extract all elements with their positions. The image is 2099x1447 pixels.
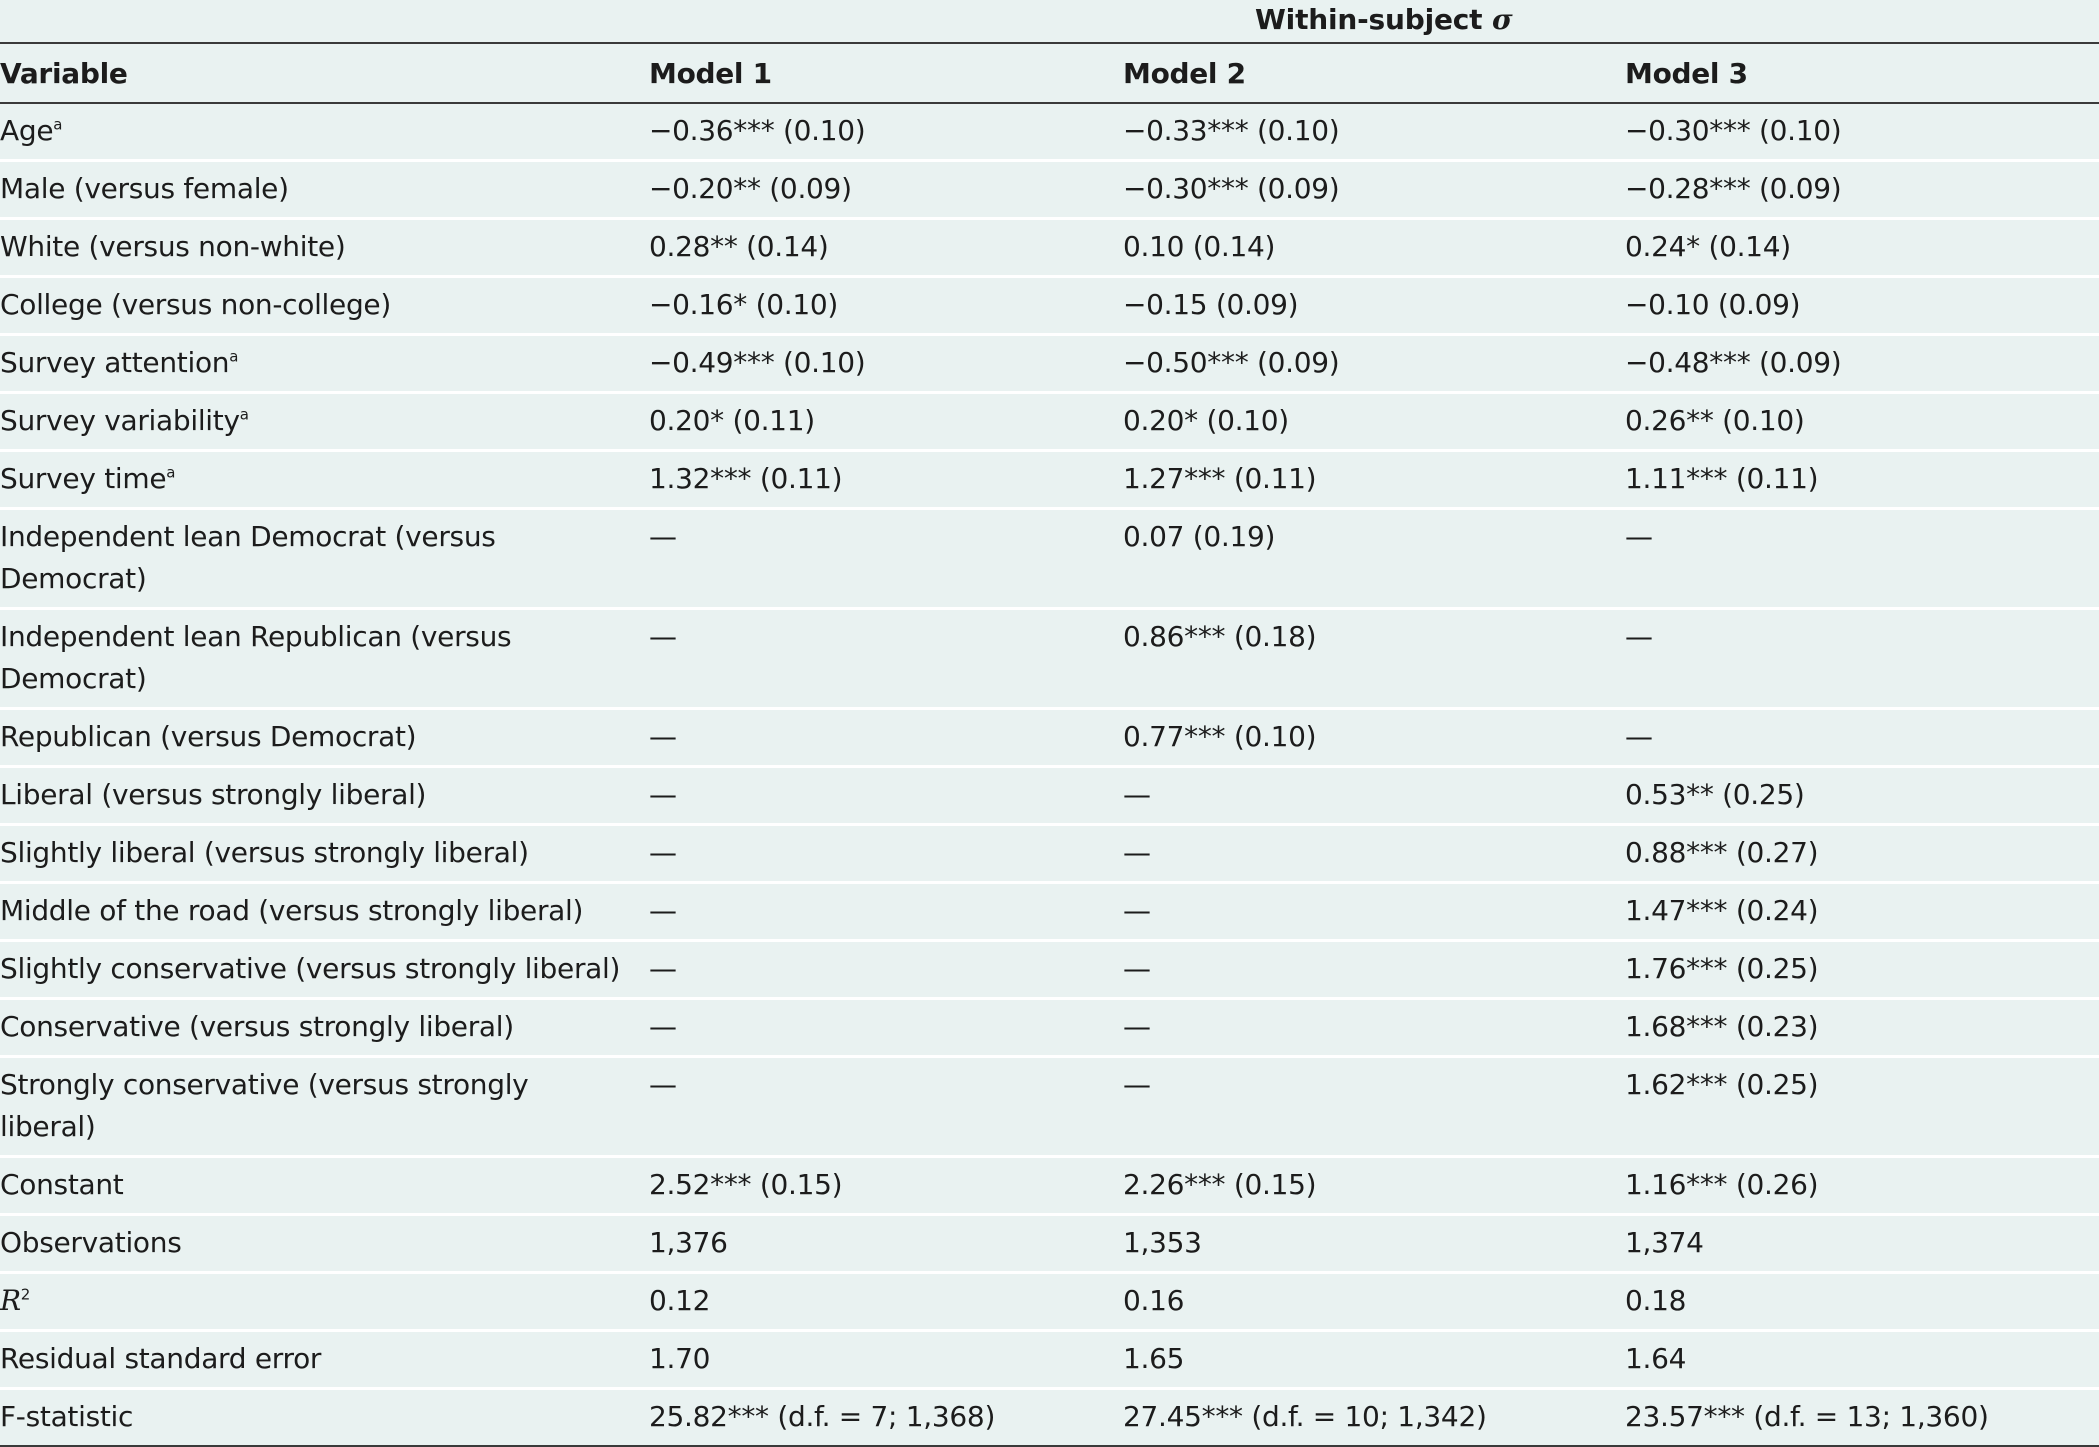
variable-cell (0, 509, 649, 609)
model-2-cell: 1,353 (1123, 1215, 1625, 1273)
footnote-marker: a (53, 115, 63, 134)
model-1-cell: 25.82*** (d.f. = 7; 1,368) (649, 1389, 1123, 1447)
model-1-cell: 0.28** (0.14) (649, 219, 1123, 277)
variable-cell (0, 941, 649, 999)
variable-cell (0, 1057, 649, 1157)
model-1-cell: — (649, 941, 1123, 999)
model-1-cell: — (649, 999, 1123, 1057)
model-1-cell: 1.32*** (0.11) (649, 451, 1123, 509)
model-1-cell: 0.12 (649, 1273, 1123, 1331)
model-2-cell: — (1123, 999, 1625, 1057)
model-1-cell: — (649, 709, 1123, 767)
column-header-model-3: Model 3 (1625, 44, 2099, 103)
table-row (0, 709, 2099, 767)
model-3-cell: −0.30*** (0.10) (1625, 103, 2099, 161)
table-row (0, 999, 2099, 1057)
variable-cell (0, 277, 649, 335)
model-2-cell: 0.07 (0.19) (1123, 509, 1625, 609)
variable-label: Age (0, 114, 54, 147)
variable-label: Conservative (versus strongly liberal) (0, 1010, 514, 1043)
variable-cell (0, 1389, 649, 1447)
model-2-cell: −0.15 (0.09) (1123, 277, 1625, 335)
model-3-cell: 1.64 (1625, 1331, 2099, 1389)
variable-label: Observations (0, 1226, 182, 1259)
footnote-marker: a (166, 463, 176, 482)
table-header-row (0, 44, 2099, 103)
variable-cell (0, 103, 649, 161)
model-2-cell: 0.86*** (0.18) (1123, 609, 1625, 709)
variable-cell (0, 1273, 649, 1331)
regression-table (0, 44, 2099, 1447)
model-1-cell: −0.49*** (0.10) (649, 335, 1123, 393)
table-row (0, 1057, 2099, 1157)
model-2-cell: 0.77*** (0.10) (1123, 709, 1625, 767)
table-row (0, 1331, 2099, 1389)
model-3-cell: 1.62*** (0.25) (1625, 1057, 2099, 1157)
table-row (0, 219, 2099, 277)
variable-cell (0, 161, 649, 219)
table-row (0, 451, 2099, 509)
model-2-cell: — (1123, 767, 1625, 825)
model-2-cell: 0.20* (0.10) (1123, 393, 1625, 451)
table-row (0, 825, 2099, 883)
table-row (0, 941, 2099, 999)
model-1-cell: −0.16* (0.10) (649, 277, 1123, 335)
variable-cell (0, 1157, 649, 1215)
variable-label: Slightly conservative (versus strongly liberal) (0, 952, 621, 985)
model-3-cell: 1.11*** (0.11) (1625, 451, 2099, 509)
variable-cell (0, 825, 649, 883)
model-3-cell: 1.68*** (0.23) (1625, 999, 2099, 1057)
model-1-cell: 2.52*** (0.15) (649, 1157, 1123, 1215)
model-2-cell: — (1123, 1057, 1625, 1157)
footnote-marker: a (229, 347, 239, 366)
variable-label: Constant (0, 1168, 124, 1201)
model-2-cell: — (1123, 883, 1625, 941)
table-row (0, 277, 2099, 335)
model-3-cell: 0.24* (0.14) (1625, 219, 2099, 277)
variable-label: Slightly liberal (versus strongly liberal) (0, 836, 529, 869)
table-row (0, 767, 2099, 825)
variable-cell (0, 767, 649, 825)
variable-cell (0, 1331, 649, 1389)
variable-label: College (versus non-college) (0, 288, 391, 321)
model-2-cell: 1.27*** (0.11) (1123, 451, 1625, 509)
variable-label: Middle of the road (versus strongly liberal) (0, 894, 584, 927)
table-row (0, 1157, 2099, 1215)
variable-label: Survey time (0, 462, 167, 495)
model-3-cell: 1.16*** (0.26) (1625, 1157, 2099, 1215)
variable-cell (0, 883, 649, 941)
model-1-cell: 1.70 (649, 1331, 1123, 1389)
model-3-cell: — (1625, 509, 2099, 609)
table-row (0, 161, 2099, 219)
variable-label: Residual standard error (0, 1342, 322, 1375)
column-group-header (1255, 0, 1512, 40)
model-3-cell: 0.18 (1625, 1273, 2099, 1331)
variable-cell (0, 609, 649, 709)
variable-label: Republican (versus Democrat) (0, 720, 417, 753)
table-row (0, 1389, 2099, 1447)
model-3-cell: 1.76*** (0.25) (1625, 941, 2099, 999)
footnote-marker: a (239, 405, 249, 424)
model-3-cell: −0.48*** (0.09) (1625, 335, 2099, 393)
model-1-cell: 0.20* (0.11) (649, 393, 1123, 451)
variable-label: Strongly conservative (versus strongly liberal) (0, 1068, 529, 1143)
model-2-cell: 27.45*** (d.f. = 10; 1,342) (1123, 1389, 1625, 1447)
variable-label: Male (versus female) (0, 172, 289, 205)
model-3-cell: — (1625, 609, 2099, 709)
variable-label: Independent lean Republican (versus Democrat) (0, 620, 512, 695)
footnote-marker: 2 (20, 1285, 31, 1304)
model-3-cell: −0.10 (0.09) (1625, 277, 2099, 335)
model-2-cell: 0.16 (1123, 1273, 1625, 1331)
model-3-cell: 1,374 (1625, 1215, 2099, 1273)
variable-cell (0, 335, 649, 393)
table-row (0, 509, 2099, 609)
sigma-symbol: σ (1491, 3, 1513, 36)
table-row (0, 103, 2099, 161)
variable-cell (0, 451, 649, 509)
model-1-cell: — (649, 767, 1123, 825)
model-1-cell: −0.20** (0.09) (649, 161, 1123, 219)
column-header-variable: Variable (0, 44, 649, 103)
model-2-cell: −0.33*** (0.10) (1123, 103, 1625, 161)
variable-cell (0, 219, 649, 277)
table-row (0, 335, 2099, 393)
table-row (0, 883, 2099, 941)
table-row (0, 609, 2099, 709)
variable-label: Survey attention (0, 346, 230, 379)
variable-cell (0, 999, 649, 1057)
table-body (0, 103, 2099, 1446)
table-row (0, 1273, 2099, 1331)
model-3-cell: 0.53** (0.25) (1625, 767, 2099, 825)
model-2-cell: −0.30*** (0.09) (1123, 161, 1625, 219)
model-3-cell: −0.28*** (0.09) (1625, 161, 2099, 219)
variable-cell (0, 393, 649, 451)
model-1-cell: — (649, 509, 1123, 609)
model-1-cell: −0.36*** (0.10) (649, 103, 1123, 161)
model-3-cell: 23.57*** (d.f. = 13; 1,360) (1625, 1389, 2099, 1447)
variable-label: F-statistic (0, 1400, 134, 1433)
model-1-cell: — (649, 883, 1123, 941)
model-2-cell: 1.65 (1123, 1331, 1625, 1389)
variable-cell (0, 1215, 649, 1273)
model-2-cell: 0.10 (0.14) (1123, 219, 1625, 277)
variable-label: Independent lean Democrat (versus Democrat) (0, 520, 496, 595)
model-2-cell: — (1123, 825, 1625, 883)
model-2-cell: 2.26*** (0.15) (1123, 1157, 1625, 1215)
model-1-cell: — (649, 1057, 1123, 1157)
variable-label: Liberal (versus strongly liberal) (0, 778, 427, 811)
column-header-model-1: Model 1 (649, 44, 1123, 103)
model-3-cell: 0.26** (0.10) (1625, 393, 2099, 451)
column-header-model-2: Model 2 (1123, 44, 1625, 103)
table-row (0, 393, 2099, 451)
model-2-cell: −0.50*** (0.09) (1123, 335, 1625, 393)
column-group-label: Within-subject (1255, 3, 1483, 36)
model-2-cell: — (1123, 941, 1625, 999)
model-3-cell: 1.47*** (0.24) (1625, 883, 2099, 941)
model-1-cell: — (649, 609, 1123, 709)
table-row (0, 1215, 2099, 1273)
model-3-cell: 0.88*** (0.27) (1625, 825, 2099, 883)
model-1-cell: 1,376 (649, 1215, 1123, 1273)
model-1-cell: — (649, 825, 1123, 883)
variable-label: White (versus non-white) (0, 230, 346, 263)
variable-label: R (0, 1284, 21, 1317)
variable-label: Survey variability (0, 404, 240, 437)
model-3-cell: — (1625, 709, 2099, 767)
variable-cell (0, 709, 649, 767)
